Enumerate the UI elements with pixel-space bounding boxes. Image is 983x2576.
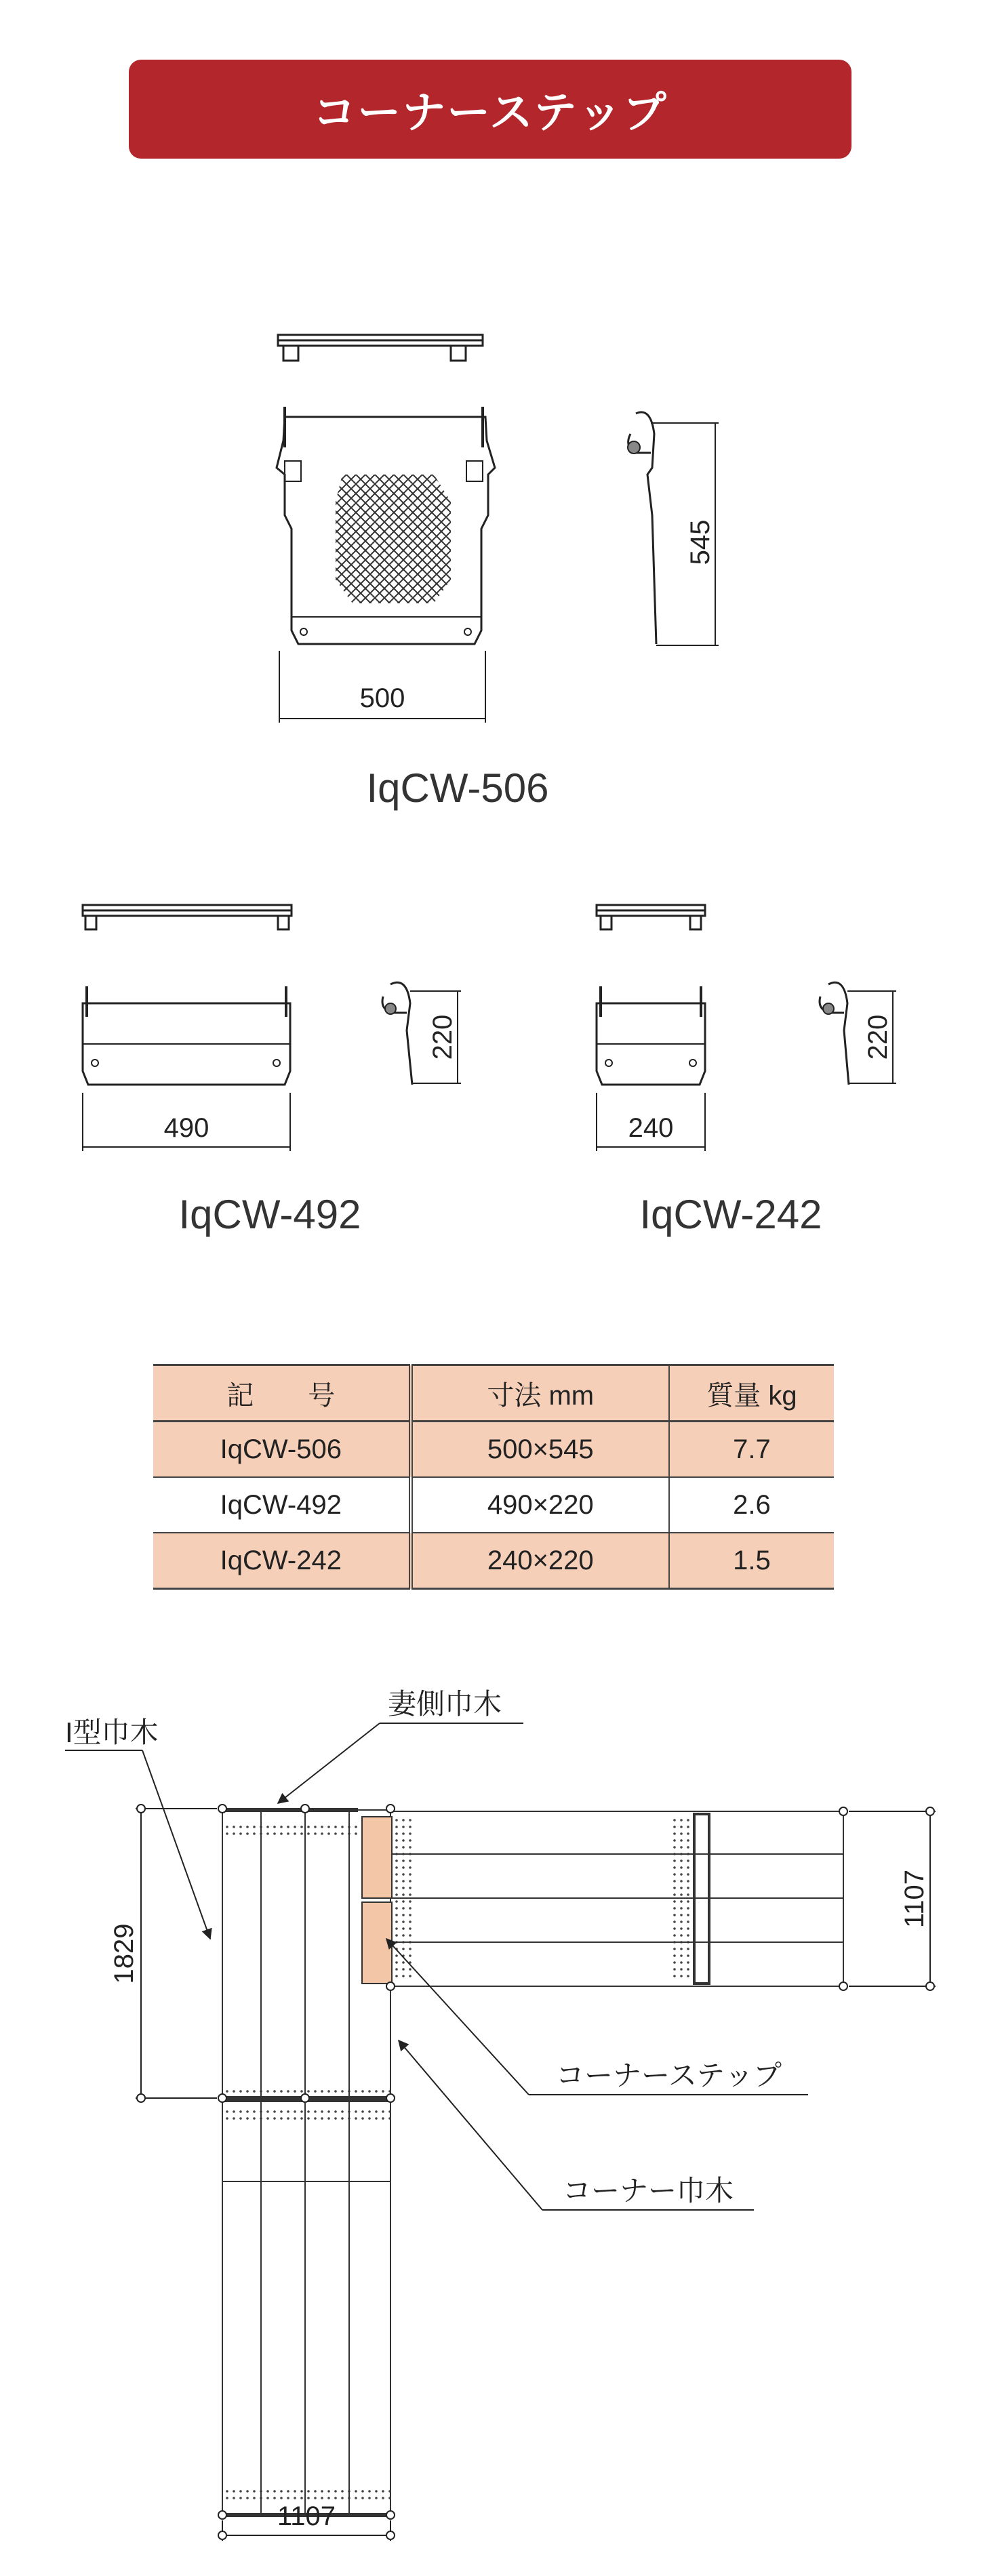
header-mass: 質量 kg <box>669 1365 834 1422</box>
dim-bottom: 1107 <box>277 2501 336 2531</box>
row-mass: 2.6 <box>669 1477 834 1533</box>
row-mass: 7.7 <box>669 1422 834 1478</box>
dim-vertical-left: 1829 <box>109 1923 139 1984</box>
dimension-lines <box>136 1805 936 2541</box>
mid-height-label: 220 <box>428 1014 458 1060</box>
row-model: IqCW-492 <box>153 1477 411 1533</box>
header-model: 記 号 <box>153 1365 411 1422</box>
small-model-label: IqCW-242 <box>639 1192 822 1237</box>
label-corner-board: コーナー巾木 <box>563 2175 734 2207</box>
layout-diagram <box>0 1641 983 2576</box>
row-size: 490×220 <box>411 1477 669 1533</box>
table-row <box>153 1533 834 1589</box>
spec-table <box>153 1364 834 1590</box>
table-row <box>153 1477 834 1533</box>
small-top-view <box>597 905 705 929</box>
spec-table-header <box>153 1365 834 1422</box>
horizontal-walkway <box>390 1811 843 1986</box>
small-width-label: 240 <box>628 1113 674 1143</box>
mid-top-view <box>83 905 292 929</box>
big-width-label: 500 <box>359 683 405 713</box>
table-row <box>153 1422 834 1478</box>
label-i-type: I型巾木 <box>65 1716 159 1748</box>
row-size: 500×545 <box>411 1422 669 1478</box>
row-model: IqCW-242 <box>153 1533 411 1589</box>
row-size: 240×220 <box>411 1533 669 1589</box>
header-size: 寸法 mm <box>411 1365 669 1422</box>
row-model: IqCW-506 <box>153 1422 411 1478</box>
posts <box>218 1805 847 2519</box>
callout-leaders <box>65 1723 808 2210</box>
label-end-side: 妻側巾木 <box>388 1688 502 1720</box>
mid-width-label: 490 <box>163 1113 209 1143</box>
big-model-label: IqCW-506 <box>366 765 549 811</box>
mid-model-label: IqCW-492 <box>178 1192 361 1237</box>
big-front-view <box>277 407 495 723</box>
row-mass: 1.5 <box>669 1533 834 1589</box>
big-height-label: 545 <box>685 519 715 565</box>
corner-steps <box>362 1817 392 1984</box>
page-title: コーナーステップ <box>313 88 668 138</box>
label-corner-step: コーナーステップ <box>556 2059 782 2091</box>
small-height-label: 220 <box>863 1014 893 1060</box>
dim-horizontal-right: 1107 <box>900 1869 929 1929</box>
big-top-view <box>278 335 483 361</box>
